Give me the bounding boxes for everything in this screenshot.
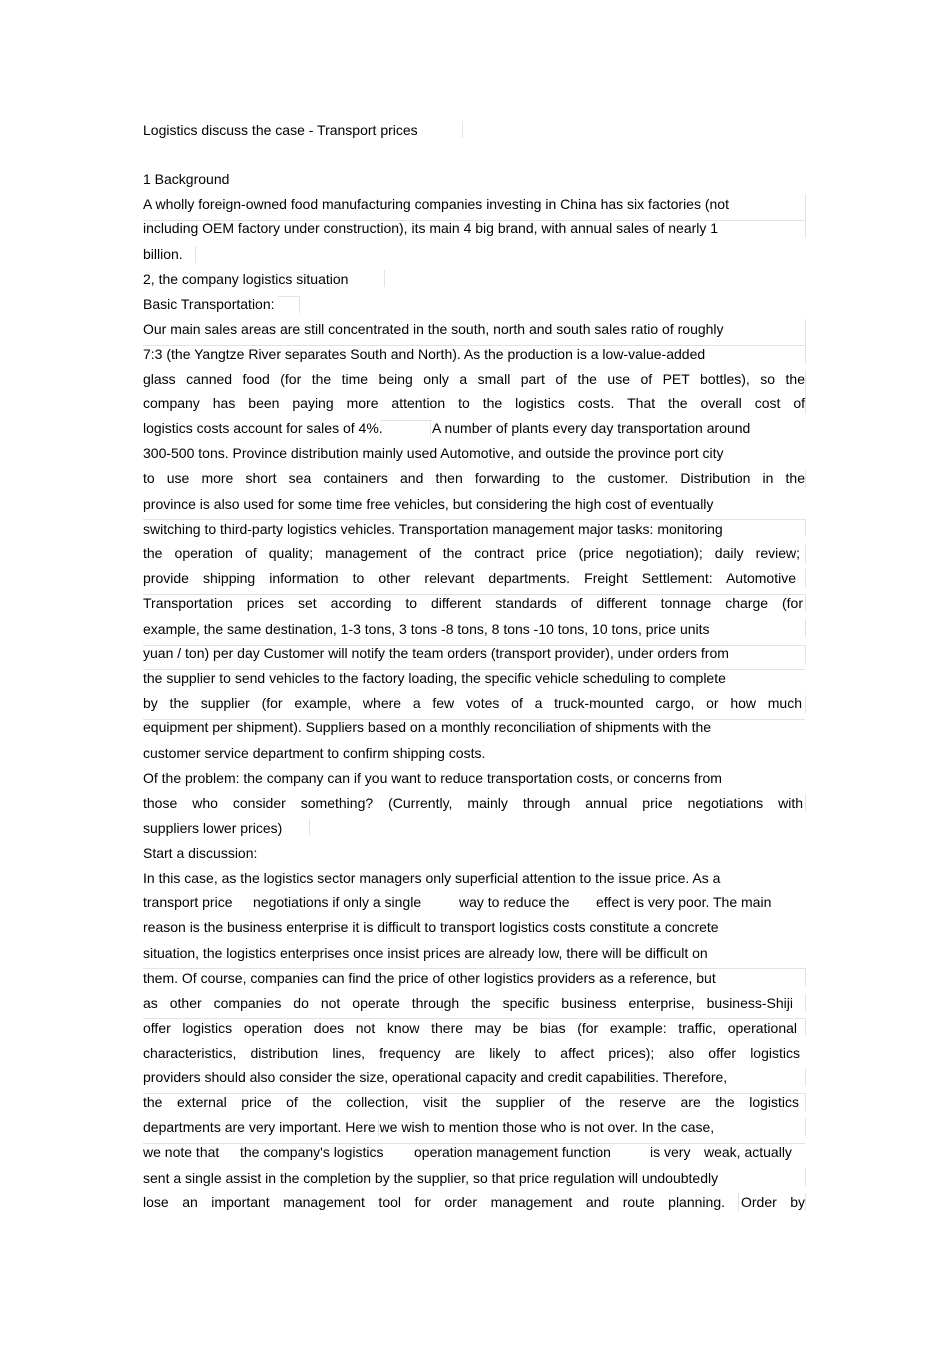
text-line: equipment per shipment). Suppliers based on a monthly reconciliation of shipments with the (143, 719, 712, 735)
layout-rule (805, 319, 806, 363)
layout-rule (805, 1093, 806, 1111)
text-line: departments are very important. Here we wish to mention those who is not over. In the case, (143, 1119, 715, 1135)
layout-rule (805, 594, 806, 612)
subheading: Basic Transportation: (143, 296, 275, 312)
text-line: Of the problem: the company can if you want to reduce transportation costs, or concerns from (143, 770, 722, 786)
text-fragment: effect is very poor. The main (596, 894, 772, 910)
text-line: Our main sales areas are still concentrated in the south, north and south sales ratio of roughly (143, 321, 724, 337)
text-line: suppliers lower prices) (143, 820, 283, 836)
layout-rule (805, 645, 806, 663)
layout-rule (380, 420, 432, 421)
layout-rule (805, 1118, 806, 1136)
text-line: 7:3 (the Yangtze River separates South and North). As the production is a low-value-added (143, 346, 706, 362)
text-line: the supplier to send vehicles to the factory loading, the specific vehicle scheduling to complete (143, 670, 726, 686)
layout-rule (143, 1018, 805, 1019)
text-line: sent a single assist in the completion by the supplier, so that price regulation will undoubtedly (143, 1170, 719, 1186)
layout-rule (805, 1068, 806, 1086)
layout-rule (805, 370, 806, 414)
layout-rule (805, 994, 806, 1012)
text-fragment: weak, actually (704, 1144, 792, 1160)
layout-rule (309, 819, 310, 836)
layout-rule (805, 470, 806, 488)
text-line: characteristics, distribution lines, frequency are likely to affect prices); also offer logistics (143, 1045, 800, 1061)
layout-rule (805, 695, 806, 713)
text-line: lose an important management tool for order management and route planning. (143, 1194, 725, 1210)
text-fragment: the company's logistics (240, 1144, 384, 1160)
layout-rule (805, 619, 806, 637)
layout-rule (462, 121, 463, 138)
text-line: glass canned food (for the time being only a small part of the use of PET bottles), so the (143, 371, 805, 387)
text-line: the external price of the collection, visit the supplier of the reserve are the logistics (143, 1094, 799, 1110)
text-fragment: we note that (143, 1144, 220, 1160)
layout-rule (805, 519, 806, 537)
text-fragment: transport price (143, 894, 233, 910)
text-line: 300-500 tons. Province distribution mainly used Automotive, and outside the province port city (143, 445, 724, 461)
layout-rule (384, 270, 385, 287)
text-line: including OEM factory under construction), its main 4 big brand, with annual sales of nearly 1 (143, 220, 719, 236)
layout-rule (805, 1193, 806, 1211)
text-line: logistics costs account for sales of 4%. (143, 420, 383, 436)
text-fragment: negotiations if only a single (253, 894, 422, 910)
text-line: offer logistics operation does not know there may be bias (for example: traffic, operational (143, 1020, 797, 1036)
text-line: them. Of course, companies can find the price of other logistics providers as a reference, but (143, 970, 716, 986)
layout-rule (143, 519, 805, 520)
text-line: billion. (143, 246, 183, 262)
layout-rule (805, 1018, 806, 1036)
text-line: reason is the business enterprise it is difficult to transport logistics costs constitute a concrete (143, 919, 719, 935)
text-fragment: operation management function (414, 1144, 611, 1160)
layout-rule (143, 968, 805, 969)
layout-rule (738, 1193, 739, 1211)
text-line: by the supplier (for example, where a few votes of a truck-mounted cargo, or how much (143, 695, 802, 711)
text-fragment: A number of plants every day transportation around (432, 420, 751, 436)
text-line: customer service department to confirm shipping costs. (143, 745, 486, 761)
text-fragment: is very (650, 1144, 691, 1160)
text-line: to use more short sea containers and then forwarding to the customer. Distribution in the (143, 470, 805, 486)
layout-rule (195, 246, 196, 263)
document-title: Logistics discuss the case - Transport prices (143, 122, 418, 138)
subheading: Start a discussion: (143, 845, 258, 861)
text-line: yuan / ton) per day Customer will notify the team orders (transport provider), under orders from (143, 645, 729, 661)
text-line: A wholly foreign-owned food manufacturing companies investing in China has six factories (not (143, 196, 729, 212)
text-line: providers should also consider the size, operational capacity and credit capabilities. Therefore, (143, 1069, 728, 1085)
layout-rule (299, 296, 300, 313)
text-fragment: way to reduce the (459, 894, 570, 910)
text-line: the operation of quality; management of the contract price (price negotiation); daily review; (143, 545, 800, 561)
layout-rule (430, 420, 431, 437)
text-line: as other companies do not operate through the specific business enterprise, business-Shiji (143, 995, 793, 1011)
text-line: those who consider something? (Currently, mainly through annual price negotiations with (143, 795, 803, 811)
text-line: Transportation prices set according to different standards of different tonnage charge (for (143, 595, 803, 611)
layout-rule (805, 794, 806, 812)
section-heading: 2, the company logistics situation (143, 271, 349, 287)
layout-rule (278, 296, 300, 297)
layout-rule (805, 1168, 806, 1186)
text-line: company has been paying more attention to the logistics costs. That the overall cost of (143, 395, 805, 411)
text-fragment: Order by (741, 1194, 805, 1210)
section-heading: 1 Background (143, 171, 230, 187)
text-line: province is also used for some time free vehicles, but considering the high cost of eventually (143, 496, 714, 512)
layout-rule (805, 968, 806, 986)
layout-rule (805, 545, 806, 563)
text-line: situation, the logistics enterprises once insist prices are already low, there will be difficult on (143, 945, 708, 961)
layout-rule (805, 194, 806, 238)
text-line: switching to third-party logistics vehicles. Transportation management major tasks: monitoring (143, 521, 723, 537)
layout-rule (805, 569, 806, 587)
text-line: provide shipping information to other relevant departments. Freight Settlement: Automotive (143, 570, 796, 586)
text-line: In this case, as the logistics sector managers only superficial attention to the issue price. As a (143, 870, 721, 886)
text-line: example, the same destination, 1-3 tons, 3 tons -8 tons, 8 tons -10 tons, 10 tons, price units (143, 621, 710, 637)
